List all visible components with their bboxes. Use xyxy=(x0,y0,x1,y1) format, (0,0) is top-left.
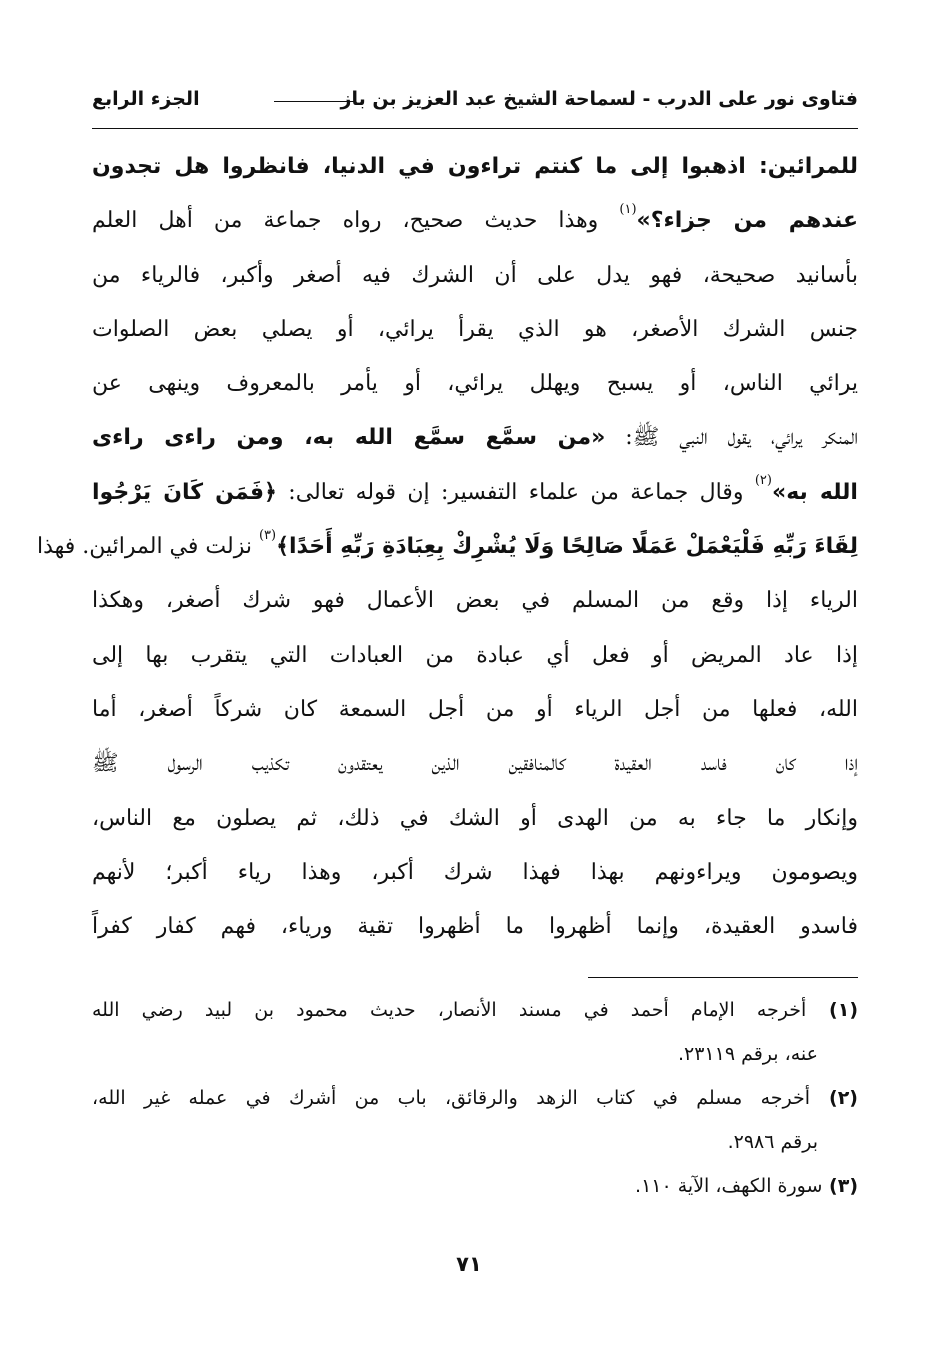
text-segment: الرياء إذا وقع من المسلم في بعض الأعمال فهو شرك أصغر، وهكذا xyxy=(92,588,858,614)
page-number: ٧١ xyxy=(456,1252,482,1276)
body-line xyxy=(92,249,858,303)
text-segment: لِقَاءَ رَبِّهِ فَلْيَعْمَلْ عَمَلًا صَالِحًا وَلَا يُشْرِكْ بِعِبَادَةِ رَبِّهِ أَحَدًا﴾ xyxy=(276,534,858,560)
text-segment: إذا كان فاسد العقيدة كالمنافقين الذين يعتقدون تكذيب الرسول ﷺ xyxy=(92,751,858,777)
text-segment: عندهم من جزاء؟» xyxy=(636,208,859,234)
body-line xyxy=(92,466,858,520)
text-segment: الله، فعلها من أجل الرياء أو من أجل السمعة كان شركاً أصغر، أما xyxy=(92,696,858,722)
header-rule xyxy=(92,128,858,129)
footnote-line xyxy=(92,1120,858,1164)
body-line xyxy=(92,574,858,628)
body-line xyxy=(92,411,858,465)
body-line xyxy=(92,683,858,737)
text-segment: بأسانيد صحيحة، فهو يدل على أن الشرك فيه أصغر وأكبر، فالرياء من xyxy=(92,262,858,288)
footnote-line xyxy=(92,1032,858,1076)
footnote-text: أخرجه مسلم في كتاب الزهد والرقائق، باب من أشرك في عمله غير الله، xyxy=(92,1087,811,1109)
footnotes xyxy=(92,988,858,1208)
body-line xyxy=(92,792,858,846)
footnote-line xyxy=(92,988,858,1032)
text-segment: إذا عاد المريض أو فعل أي عبادة من العبادات التي يتقرب بها إلى xyxy=(92,642,858,668)
body-line xyxy=(92,900,858,954)
text-segment: الله به» xyxy=(771,479,858,505)
body-line xyxy=(92,303,858,357)
text-segment: ويصومون ويراءونهم بهذا فهذا شرك أكبر، وهذا رياء أكبر؛ لأنهم xyxy=(92,859,858,885)
footnote-text: أخرجه الإمام أحمد في مسند الأنصار، حديث محمود بن لبيد رضي الله xyxy=(92,999,807,1021)
footnote-text: عنه، برقم ٢٣١١٩. xyxy=(677,1043,818,1065)
footnote-text: برقم ٢٩٨٦. xyxy=(727,1131,818,1153)
footnote-ref: (١) xyxy=(619,201,637,217)
body-line xyxy=(92,737,858,791)
footnote-number: (٣) xyxy=(822,1175,858,1197)
footnote-ref: (٢) xyxy=(754,473,772,489)
text-segment: المنكر يرائي، يقول النبي ﷺ: xyxy=(605,425,858,451)
text-segment: وهذا حديث صحيح، رواه جماعة من أهل العلم xyxy=(92,208,620,234)
text-segment: «من سمَّع سمَّع الله به، ومن راءى راءى xyxy=(92,425,606,451)
text-segment: وإنكار ما جاء به من الهدى أو الشك في ذلك، ثم يصلون مع الناس، xyxy=(92,805,858,831)
footnote-number: (٢) xyxy=(810,1087,858,1109)
header-volume: الجزء الرابع xyxy=(92,88,200,110)
footnote-text: سورة الكهف، الآية ١١٠. xyxy=(635,1175,823,1197)
body-line xyxy=(92,194,858,248)
body-line xyxy=(92,357,858,411)
text-segment: نزلت في المرائين. فهذا xyxy=(36,534,259,560)
footnote-line xyxy=(92,1164,858,1208)
text-segment: ﴿فَمَن كَانَ يَرْجُوا xyxy=(92,479,277,505)
body-text xyxy=(36,140,859,954)
body-line xyxy=(92,629,858,683)
body-line xyxy=(36,520,858,574)
body-line xyxy=(92,846,858,900)
footnote-number: (١) xyxy=(806,999,858,1021)
text-segment: فاسدو العقيدة، وإنما أظهروا ما أظهروا تقية ورياء، فهم كفار كفراً xyxy=(92,914,858,940)
running-header xyxy=(92,84,858,118)
text-segment: وقال جماعة من علماء التفسير: إن قوله تعالى: xyxy=(276,479,755,505)
body-line xyxy=(92,140,858,194)
footnote-line xyxy=(92,1076,858,1120)
footnote-ref: (٣) xyxy=(258,527,277,543)
text-segment: يرائي الناس، أو يسبح ويهلل يرائي، أو يأمر بالمعروف وينهى عن xyxy=(92,371,858,397)
header-book-title: فتاوى نور على الدرب - لسماحة الشيخ عبد العزيز بن باز xyxy=(340,88,858,110)
header-dash xyxy=(274,101,356,102)
text-segment: جنس الشرك الأصغر، هو الذي يقرأ يرائي، أو يصلي بعض الصلوات xyxy=(92,316,858,342)
text-segment: للمرائين: اذهبوا إلى ما كنتم تراءون في الدنيا، فانظروا هل تجدون xyxy=(92,154,858,179)
footnote-rule xyxy=(588,977,858,978)
